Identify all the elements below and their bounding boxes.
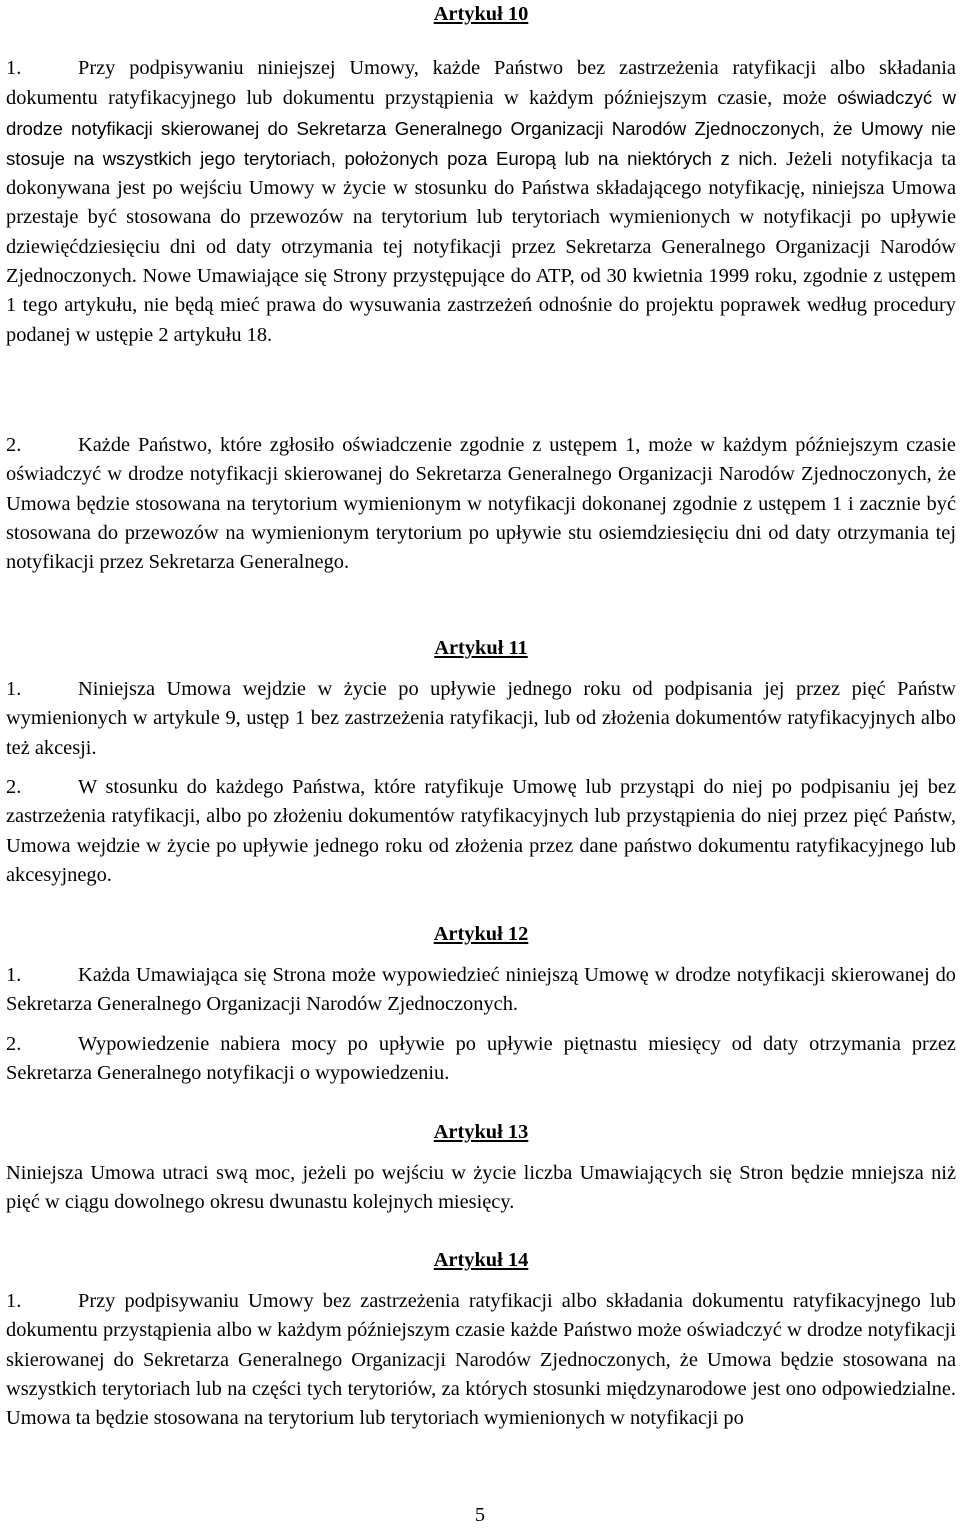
paragraph-text: Każde Państwo, które zgłosiło oświadczenie zgodnie z ustępem 1, może w każdym późniejszym czasie oświadczyć w drodze notyfikacji skierowanej do Sekretarza Generalnego Organizacji Narodów Zjednoczonych, że Umowa będzie stosowana na terytorium wymienionym w notyfikacji dokonanej zgodnie z ustępem 1 i zacznie być stosowana do przewozów na wymienionym terytorium po upływie stu osiemdziesięciu dni od daty otrzymania tej notyfikacji przez Sekretarza Generalnego. — [6, 434, 956, 574]
paragraph — [6, 1159, 956, 1218]
article-11 — [6, 634, 956, 663]
article-10-paragraph-2 — [6, 431, 956, 577]
paragraph-number: 2. — [6, 434, 22, 456]
article-13 — [6, 1118, 956, 1147]
paragraph-number: 1. — [6, 57, 22, 79]
article-heading: Artykuł 12 — [433, 923, 529, 945]
paragraph-number: 2. — [6, 1033, 22, 1055]
paragraph-text: Niniejsza Umowa wejdzie w życie po upływie jednego roku od podpisania jej przez pięć Państw wymienionych w artykule 9, ustęp 1 bez zastrzeżenia ratyfikacji, lub od złożenia dokumentów ratyfikacyjnych albo też akcesji. — [6, 678, 956, 759]
paragraph-text: Jeżeli notyfikacja ta dokonywana jest po wejściu Umowy w życie w stosunku do Państwa składającego notyfikację, niniejsza Umowa przestaje być stosowana do przewozów na terytorium lub terytoriach wymienionych w notyfikacji po upływie dziewięćdziesięciu dni od daty otrzymania tej notyfikacji przez Sekretarza Generalnego Organizacji Narodów Zjednoczonych. Nowe Umawiające się Strony przystępujące do ATP, od 30 kwietnia 1999 roku, zgodnie z ustępem 1 tego artykułu, nie będą mieć prawa do wysuwania zastrzeżeń odnośnie do projektu poprawek według procedury podanej w ustępie 2 artykułu 18. — [6, 147, 956, 346]
article-heading: Artykuł 11 — [434, 637, 528, 659]
paragraph-number: 1. — [6, 1290, 22, 1312]
paragraph — [6, 773, 956, 890]
paragraph-text: Przy podpisywaniu niniejszej Umowy, każde Państwo bez zastrzeżenia ratyfikacji albo składania dokumentu ratyfikacyjnego lub dokumentu przystąpienia w każdym późniejszym czasie, może — [6, 57, 956, 110]
article-11-paragraph-1 — [6, 675, 956, 763]
paragraph-text: Każda Umawiająca się Strona może wypowiedzieć niniejszą Umowę w drodze notyfikacji skierowanej do Sekretarza Generalnego Organizacji Narodów Zjednoczonych. — [6, 964, 956, 1016]
article-12-paragraph-1 — [6, 961, 956, 1020]
paragraph-text-sans: oświadczyć w drodze notyfikacji skierowanej do Sekretarza Generalnego Organizacji Narodów Zjednoczonych, że Umowy nie stosuje na wszystkich jego terytoriach, położonych poza Europą lub na niektórych z nich. — [6, 87, 956, 169]
paragraph — [6, 961, 956, 1020]
paragraph — [6, 431, 956, 577]
article-12 — [6, 920, 956, 949]
page-number: 5 — [474, 1504, 486, 1526]
paragraph — [6, 1287, 956, 1433]
paragraph-number: 1. — [6, 678, 22, 700]
article-14-paragraph-1 — [6, 1287, 956, 1433]
article-13-paragraph — [6, 1159, 956, 1218]
paragraph — [6, 1030, 956, 1089]
article-heading: Artykuł 10 — [433, 3, 529, 25]
paragraph — [6, 675, 956, 763]
article-heading: Artykuł 14 — [433, 1249, 529, 1271]
article-12-paragraph-2 — [6, 1030, 956, 1089]
paragraph-text: W stosunku do każdego Państwa, które ratyfikuje Umowę lub przystąpi do niej po podpisaniu jej bez zastrzeżenia ratyfikacji, albo po złożeniu dokumentów ratyfikacyjnych lub przystąpienia do niej przez pięć Państw, Umowa wejdzie w życie po upływie jednego roku od złożenia przez dane państwo dokumentu ratyfikacyjnego lub akcesyjnego. — [6, 776, 956, 886]
paragraph-text: Wypowiedzenie nabiera mocy po upływie po upływie piętnastu miesięcy od daty otrzymania przez Sekretarza Generalnego notyfikacji o wypowiedzeniu. — [6, 1033, 956, 1085]
paragraph-text: Niniejsza Umowa utraci swą moc, jeżeli po wejściu w życie liczba Umawiających się Stron będzie mniejsza niż pięć w ciągu dowolnego okresu dwunastu kolejnych miesięcy. — [6, 1162, 956, 1214]
paragraph-text: Przy podpisywaniu Umowy bez zastrzeżenia ratyfikacji albo składania dokumentu ratyfikacyjnego lub dokumentu przystąpienia albo w każdym późniejszym czasie każde Państwo może oświadczyć w drodze notyfikacji skierowanej do Sekretarza Generalnego Organizacji Narodów Zjednoczonych, że Umowa będzie stosowana na wszystkich terytoriach lub na części tych terytoriów, za których stosunki międzynarodowe jest ono odpowiedzialne. Umowa ta będzie stosowana na terytorium lub terytoriach wymienionych w notyfikacji po — [6, 1290, 956, 1430]
paragraph-number: 1. — [6, 964, 22, 986]
paragraph-number: 2. — [6, 776, 22, 798]
article-14 — [6, 1246, 956, 1275]
article-10 — [6, 0, 956, 29]
article-11-paragraph-2 — [6, 773, 956, 890]
article-heading: Artykuł 13 — [433, 1121, 529, 1143]
paragraph — [6, 54, 956, 350]
article-10-paragraph-1 — [6, 54, 956, 350]
